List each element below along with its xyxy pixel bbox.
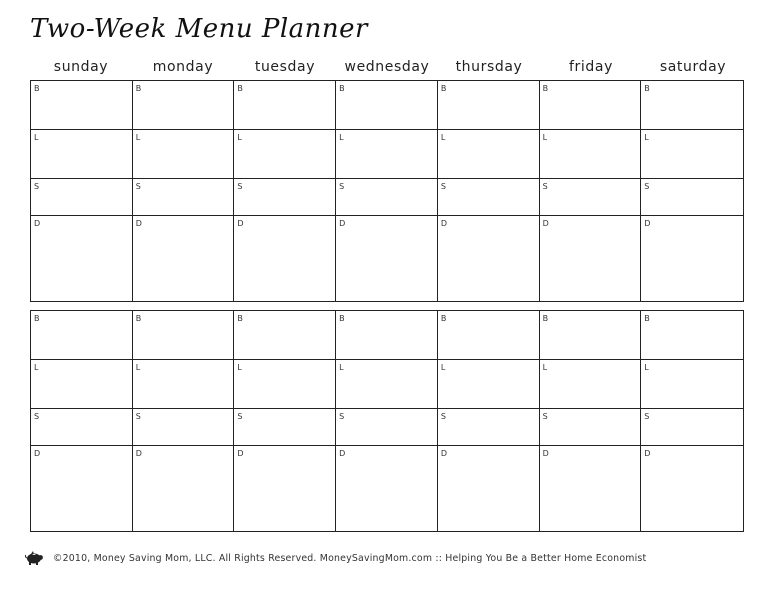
meal-cell-week1-tuesday-L[interactable]: [234, 130, 336, 179]
day-header-monday: monday: [152, 59, 214, 75]
meal-cell-week2-tuesday-S[interactable]: [234, 409, 336, 446]
days-header: [30, 58, 744, 76]
meal-cell-week1-wednesday-L[interactable]: [336, 130, 438, 179]
week-2-grid: [30, 310, 744, 532]
meal-cell-week2-wednesday-L[interactable]: [336, 360, 438, 409]
meal-cell-week2-monday-D[interactable]: [133, 446, 235, 531]
meal-letter: B: [542, 314, 549, 323]
meal-cell-week1-tuesday-S[interactable]: [234, 179, 336, 216]
meal-letter: D: [34, 219, 41, 228]
meal-cell-week2-friday-L[interactable]: [540, 360, 642, 409]
meal-letter: L: [644, 133, 649, 142]
meal-letter: L: [440, 133, 446, 142]
meal-letter: S: [644, 182, 650, 191]
meal-cell-week2-saturday-B[interactable]: [641, 311, 743, 360]
meal-cell-week1-monday-L[interactable]: [133, 130, 235, 179]
meal-letter: B: [34, 84, 40, 93]
meal-letter: B: [237, 314, 243, 323]
meal-cell-week2-monday-L[interactable]: [133, 360, 235, 409]
meal-letter: S: [135, 412, 141, 421]
meal-cell-week1-saturday-D[interactable]: [641, 216, 743, 301]
meal-cell-week1-thursday-D[interactable]: [438, 216, 540, 301]
meal-cell-week1-friday-D[interactable]: [540, 216, 642, 301]
meal-letter: B: [34, 314, 40, 323]
meal-letter: S: [237, 412, 243, 421]
meal-cell-week2-friday-S[interactable]: [540, 409, 642, 446]
meal-cell-week1-tuesday-D[interactable]: [234, 216, 336, 301]
meal-cell-week1-sunday-B[interactable]: [31, 81, 133, 130]
copyright-text: ©2010, Money Saving Mom, LLC. All Rights Reserved. MoneySavingMom.com :: Helping You Be a Better Home Economist: [53, 552, 647, 564]
meal-cell-week1-wednesday-S[interactable]: [336, 179, 438, 216]
meal-letter: L: [237, 363, 242, 372]
meal-letter: L: [339, 133, 344, 142]
day-header-tuesday: tuesday: [254, 59, 316, 75]
meal-cell-week1-sunday-D[interactable]: [31, 216, 133, 301]
meal-cell-week1-wednesday-D[interactable]: [336, 216, 438, 301]
meal-cell-week2-sunday-L[interactable]: [31, 360, 133, 409]
meal-letter: B: [135, 84, 142, 93]
meal-letter: S: [135, 182, 141, 191]
meal-cell-week2-wednesday-B[interactable]: [336, 311, 438, 360]
meal-letter: S: [339, 182, 345, 191]
meal-cell-week1-friday-S[interactable]: [540, 179, 642, 216]
meal-cell-week1-sunday-L[interactable]: [31, 130, 133, 179]
meal-cell-week2-sunday-D[interactable]: [31, 446, 133, 531]
footer: [24, 549, 646, 567]
meal-letter: D: [440, 219, 448, 228]
meal-letter: L: [237, 133, 242, 142]
meal-letter: S: [237, 182, 243, 191]
day-header-saturday: saturday: [659, 59, 727, 75]
meal-cell-week1-saturday-L[interactable]: [641, 130, 743, 179]
meal-cell-week2-monday-S[interactable]: [133, 409, 235, 446]
meal-cell-week2-wednesday-S[interactable]: [336, 409, 438, 446]
meal-letter: B: [542, 84, 549, 93]
meal-cell-week2-thursday-L[interactable]: [438, 360, 540, 409]
meal-letter: D: [542, 219, 549, 228]
meal-letter: D: [339, 219, 346, 228]
meal-letter: B: [644, 84, 650, 93]
meal-letter: D: [644, 219, 651, 228]
week-1-grid: [30, 80, 744, 302]
meal-cell-week1-friday-B[interactable]: [540, 81, 642, 130]
day-header-wednesday: wednesday: [344, 59, 430, 75]
meal-cell-week1-saturday-S[interactable]: [641, 179, 743, 216]
meal-letter: D: [34, 449, 41, 458]
page-title: Two-Week Menu Planner: [30, 14, 368, 44]
meal-letter: L: [339, 363, 344, 372]
day-header-thursday: thursday: [455, 59, 523, 75]
meal-cell-week1-monday-B[interactable]: [133, 81, 235, 130]
meal-cell-week2-tuesday-B[interactable]: [234, 311, 336, 360]
meal-letter: B: [644, 314, 650, 323]
meal-cell-week2-saturday-D[interactable]: [641, 446, 743, 531]
meal-letter: L: [542, 363, 548, 372]
meal-letter: B: [237, 84, 243, 93]
meal-cell-week2-thursday-D[interactable]: [438, 446, 540, 531]
meal-letter: L: [135, 133, 141, 142]
meal-letter: S: [34, 182, 40, 191]
meal-letter: D: [542, 449, 549, 458]
meal-letter: D: [237, 219, 244, 228]
meal-cell-week2-sunday-B[interactable]: [31, 311, 133, 360]
meal-letter: D: [135, 219, 142, 228]
meal-letter: S: [542, 182, 548, 191]
meal-cell-week2-thursday-S[interactable]: [438, 409, 540, 446]
meal-letter: B: [440, 84, 447, 93]
meal-cell-week2-friday-D[interactable]: [540, 446, 642, 531]
meal-letter: L: [542, 133, 548, 142]
meal-cell-week2-wednesday-D[interactable]: [336, 446, 438, 531]
meal-letter: S: [542, 412, 548, 421]
meal-cell-week2-monday-B[interactable]: [133, 311, 235, 360]
meal-cell-week1-tuesday-B[interactable]: [234, 81, 336, 130]
meal-letter: B: [440, 314, 447, 323]
meal-cell-week1-thursday-L[interactable]: [438, 130, 540, 179]
meal-cell-week1-thursday-S[interactable]: [438, 179, 540, 216]
meal-letter: S: [440, 412, 446, 421]
meal-cell-week1-monday-S[interactable]: [133, 179, 235, 216]
meal-letter: D: [237, 449, 244, 458]
meal-letter: B: [135, 314, 142, 323]
meal-cell-week2-sunday-S[interactable]: [31, 409, 133, 446]
meal-letter: B: [339, 314, 345, 323]
meal-cell-week2-friday-B[interactable]: [540, 311, 642, 360]
meal-cell-week1-friday-L[interactable]: [540, 130, 642, 179]
day-header-sunday: sunday: [53, 59, 109, 75]
meal-letter: D: [644, 449, 651, 458]
meal-letter: L: [34, 363, 39, 372]
meal-letter: S: [339, 412, 345, 421]
meal-cell-week1-monday-D[interactable]: [133, 216, 235, 301]
meal-cell-week1-sunday-S[interactable]: [31, 179, 133, 216]
meal-cell-week2-tuesday-L[interactable]: [234, 360, 336, 409]
meal-cell-week2-tuesday-D[interactable]: [234, 446, 336, 531]
meal-letter: D: [440, 449, 448, 458]
meal-letter: S: [440, 182, 446, 191]
meal-letter: D: [339, 449, 346, 458]
meal-letter: S: [644, 412, 650, 421]
piggy-bank-icon: [24, 550, 44, 566]
meal-letter: L: [440, 363, 446, 372]
meal-letter: D: [135, 449, 142, 458]
meal-cell-week2-thursday-B[interactable]: [438, 311, 540, 360]
meal-cell-week2-saturday-S[interactable]: [641, 409, 743, 446]
meal-letter: L: [34, 133, 39, 142]
meal-letter: B: [339, 84, 345, 93]
meal-letter: L: [644, 363, 649, 372]
meal-cell-week1-thursday-B[interactable]: [438, 81, 540, 130]
meal-cell-week2-saturday-L[interactable]: [641, 360, 743, 409]
meal-letter: S: [34, 412, 40, 421]
meal-letter: L: [135, 363, 141, 372]
meal-cell-week1-wednesday-B[interactable]: [336, 81, 438, 130]
day-header-friday: friday: [569, 59, 613, 75]
meal-cell-week1-saturday-B[interactable]: [641, 81, 743, 130]
